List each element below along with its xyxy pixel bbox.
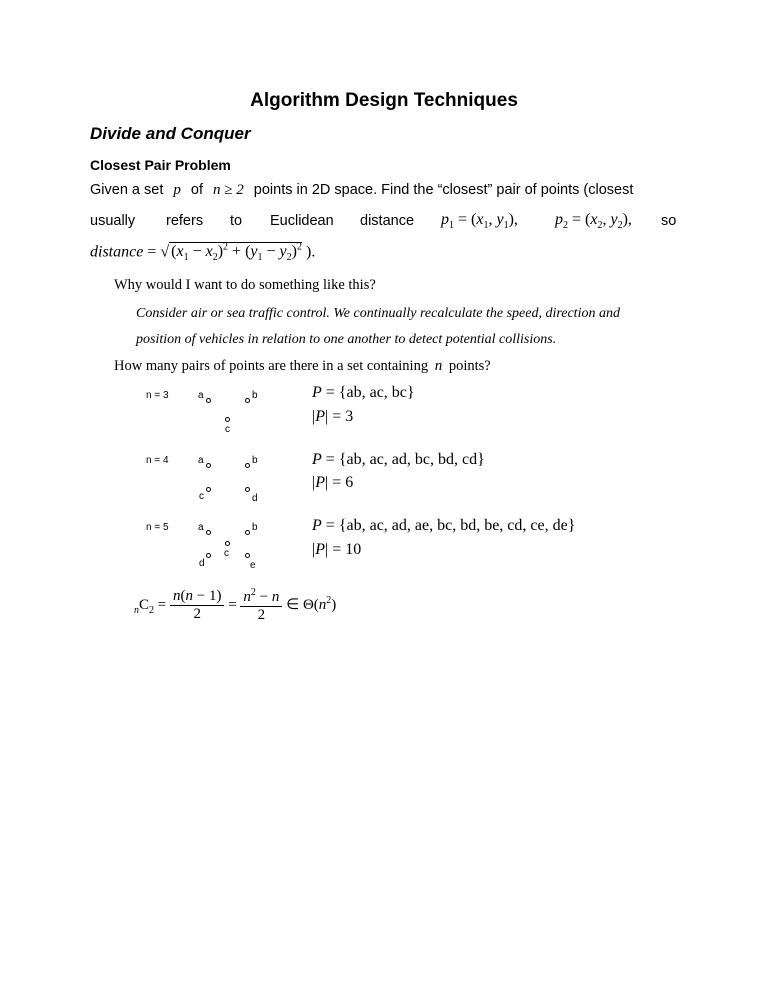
answer-line-2: position of vehicles in relation to one another to detect potential collisions. — [136, 332, 557, 347]
page-title: Algorithm Design Techniques — [250, 90, 518, 111]
point-marker — [245, 398, 250, 403]
subsection-heading: Closest Pair Problem — [90, 157, 231, 173]
point-marker — [206, 398, 211, 403]
intro-word-2: refers — [166, 213, 204, 229]
point-label: d — [199, 558, 205, 569]
example-label-n4: n = 4 — [146, 455, 169, 466]
point-marker — [206, 553, 211, 558]
point-label: b — [252, 390, 258, 401]
pair-count-n3: |P| = 3 — [312, 408, 354, 425]
answer-line-1: Consider air or sea traffic control. We continually recalculate the speed, direction and — [136, 306, 620, 321]
point-label: c — [225, 424, 230, 435]
point-label: d — [252, 493, 258, 504]
point-marker — [206, 463, 211, 468]
point-marker — [225, 541, 230, 546]
intro-line-1: Given a set p of n ≥ 2 points in 2D space. Find the “closest” pair of points (closest — [90, 182, 634, 198]
point-marker — [245, 530, 250, 535]
point-marker — [206, 487, 211, 492]
section-heading: Divide and Conquer — [90, 124, 251, 143]
example-label-n3: n = 3 — [146, 390, 169, 401]
point-label: c — [199, 491, 204, 502]
point-label: b — [252, 522, 258, 533]
intro-word-4: Euclidean — [270, 213, 334, 229]
point-marker — [206, 530, 211, 535]
pair-set-n5: P = {ab, ac, ad, ae, bc, bd, be, cd, ce, de} — [312, 517, 576, 534]
point-label: b — [252, 455, 258, 466]
pair-set-n4: P = {ab, ac, ad, bc, bd, cd} — [312, 451, 485, 468]
pair-count-n5: |P| = 10 — [312, 541, 362, 558]
point-marker — [225, 417, 230, 422]
point-label: c — [224, 548, 229, 559]
point-p1-formula: $p_1 = (x_1$, $y_1$), — [441, 211, 518, 232]
distance-formula: distance = √ $(x_1 - x_2)^2 + (y_1 - y_2)^2$ ). — [90, 242, 316, 264]
pair-count-n4: |P| = 6 — [312, 474, 354, 491]
point-marker — [245, 463, 250, 468]
intro-word-1: usually — [90, 213, 136, 229]
question-why: Why would I want to do something like this? — [114, 277, 376, 293]
point-marker — [245, 553, 250, 558]
question-how-many: How many pairs of points are there in a set containing n points? — [114, 358, 491, 374]
intro-so: so — [661, 213, 677, 229]
point-label: a — [198, 522, 204, 533]
point-marker — [245, 487, 250, 492]
pair-set-n3: P = {ab, ac, bc} — [312, 384, 415, 401]
intro-word-3: to — [230, 213, 243, 229]
example-label-n5: n = 5 — [146, 522, 169, 533]
intro-word-5: distance — [360, 213, 415, 229]
point-label: e — [250, 560, 256, 571]
point-label: a — [198, 390, 204, 401]
point-p2-formula: $p_2 = (x_2$, $y_2$), — [555, 211, 632, 232]
combination-formula: $_nC_2$ = $\frac{n(n - 1)}{2}$ = $\frac{n^2 - n}{2}$ ∈ $\Theta(n^2)$ — [134, 587, 337, 623]
point-label: a — [198, 455, 204, 466]
